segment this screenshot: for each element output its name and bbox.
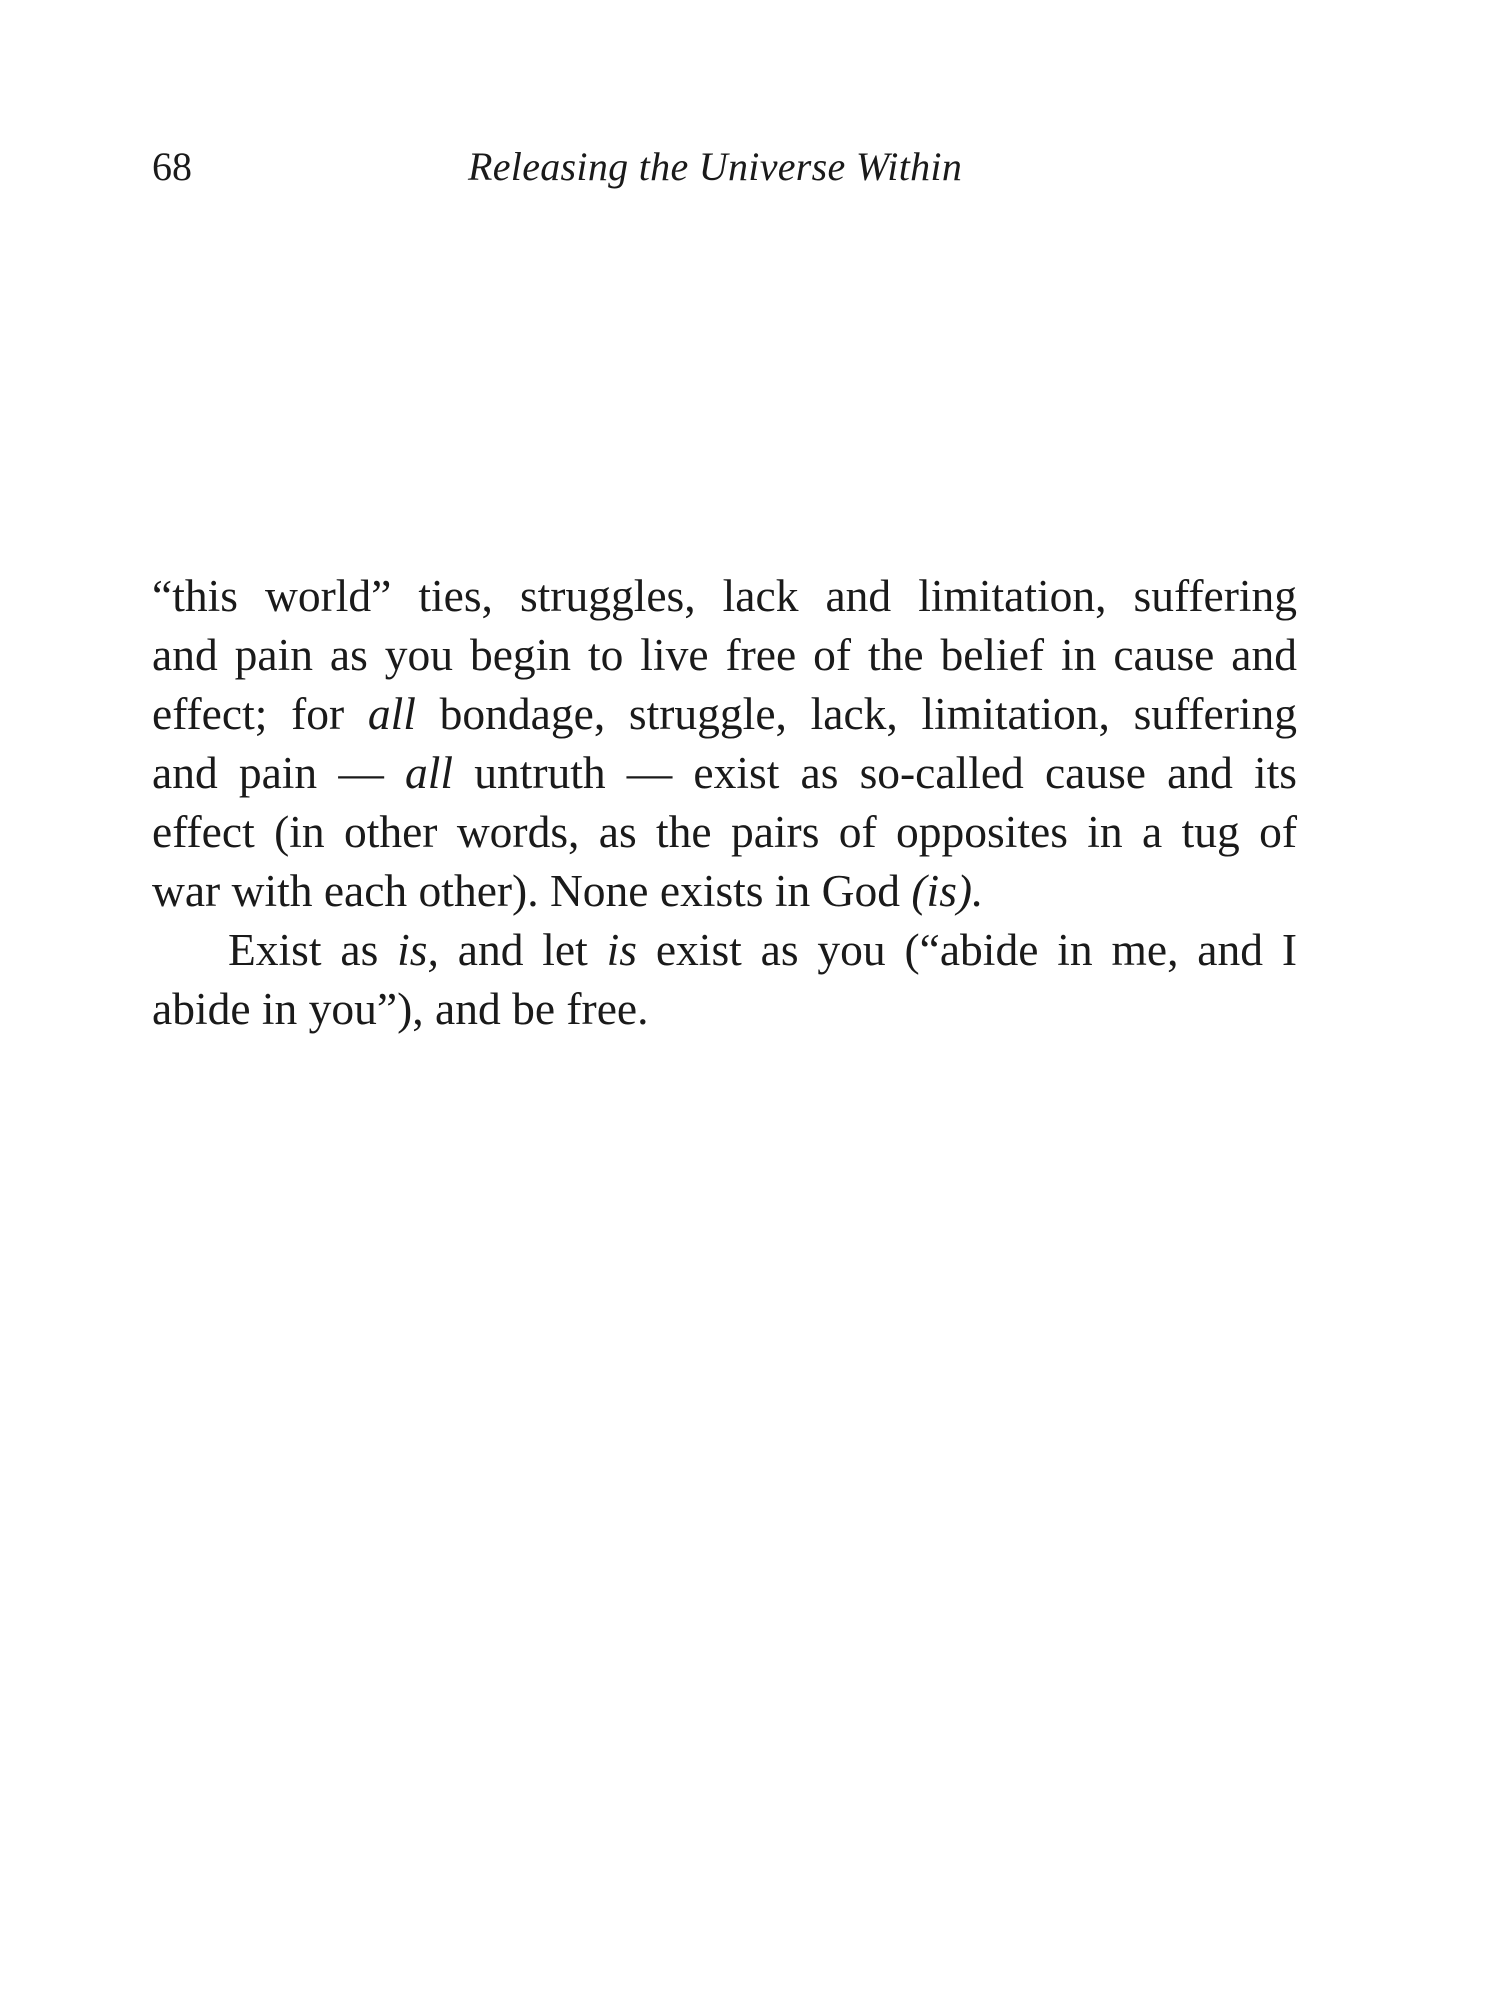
book-title: Releasing the Universe Within [468, 144, 963, 189]
text-line: and pain — all untruth — exist as so-called cause and its [152, 747, 1297, 798]
text-line: war with each other). None exists in God (is). [152, 865, 984, 916]
text-line: and pain as you begin to live free of the belief in cause and [152, 629, 1297, 680]
paragraph-2 [152, 920, 1297, 1038]
emphasis: all [405, 747, 454, 798]
page-number: 68 [152, 144, 192, 189]
emphasis: is, [397, 924, 439, 975]
text-line: effect; for all bondage, struggle, lack, limitation, suffering [152, 688, 1298, 739]
emphasis: is [606, 924, 637, 975]
emphasis: all [367, 688, 416, 739]
body-text [152, 566, 1297, 1038]
text-line: Exist as is, and let is exist as you (“abide in me, and I [228, 924, 1298, 975]
text-line: abide in you”), and be free. [152, 983, 649, 1034]
running-head [0, 142, 1500, 192]
emphasis: (is). [911, 865, 984, 916]
text-line: “this world” ties, struggles, lack and limitation, suffering [152, 570, 1297, 621]
paragraph-1 [152, 566, 1297, 920]
text-line: effect (in other words, as the pairs of opposites in a tug of [152, 806, 1297, 857]
